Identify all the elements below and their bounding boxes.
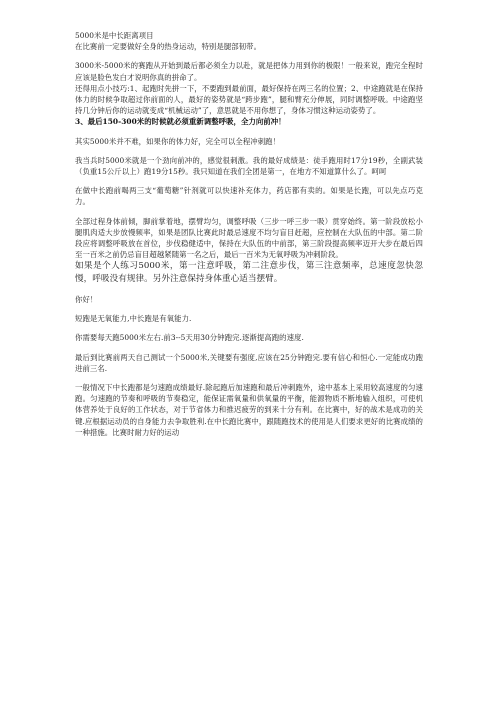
paragraph: 如果是个人练习5000米，第一注意呼吸，第二注意步伐，第三注意频率，总速度忽快忽慢，呼吸没有规律。另外注意保持身体重心适当摆臂。	[75, 261, 423, 285]
paragraph: 最后到比赛前两天自己测试一个5000米,关键要有强度,应该在25分钟跑完.要有信心和恒心.一定能成功跑进前三名.	[75, 352, 423, 373]
paragraph: 3、最后150-300米的时候就必须重新调整呼吸，全力向前冲！	[75, 117, 286, 127]
paragraph: 我当兵时5000米就是一个劲向前冲的，感觉很刺激。我的最好成绩是：徒手跑用时17分19秒，全副武装（负重15公斤以上）跑19分15秒。我只知道在我们全团是第一，在地方不知道算什么了。呵呵	[75, 155, 423, 177]
paragraph: 在比赛前一定要做好全身的热身运动，特别是腿部韧带。	[75, 42, 262, 52]
paragraph: 你需要每天跑5000米左右.前3--5天用30分钟跑完.逐渐提高跑的速度.	[75, 333, 304, 343]
paragraph: 3000米-5000米的赛跑从开始到最后都必须全力以赴，就是把体力用到你的极限！一般来说，跑完全程时应该是脸色发白才说明你真的拼命了。	[75, 61, 423, 82]
paragraph: 其实5000米并不难，如果你的体力好，完全可以全程冲刺跑！	[75, 136, 281, 146]
paragraph: 你好！	[75, 295, 98, 305]
heading-line: 5000米是中长距离项目	[75, 31, 154, 40]
paragraph: 一般情况下中长跑都是匀速跑成绩最好.除起跑后加速跑和最后冲刺跑外，途中基本上采用较高速度的匀速跑。匀速跑的节奏和呼吸的节奏稳定，能保证需氧量和供氧量的平衡，能源物质不断地输入组织，可使机体营养处于良好的工作状态，对于节省体力和推迟疲劳的到来十分有利。在比赛中，好的战术是成功的关键.应根据运动员的自身能力去争取胜利.在中长跑比赛中，跟随跑技术的使用是人们要求更好的比赛成绩的一种措施。比赛时耐力好的运动	[75, 383, 423, 437]
paragraph: 在做中长跑前喝两三支“葡萄糖”针剂就可以快速补充体力，药店都有卖的。如果是长跑，可以先点巧克力。	[75, 186, 423, 207]
paragraph: 短跑是无氧能力,中长跑是有氧能力.	[75, 314, 192, 324]
paragraph: 还得用点小技巧:1、起跑时先拼一下，不要跑到最前面，最好保持在两三名的位置；2、中途跑就是在保持体力的时候争取超过你前面的人，最好的姿势就是“跨步跑”，腿和臂充分伸展，同时调整呼吸。中途跑坚持几分钟后你的运动就变成“机械运动”了，意思就是不用你想了，身体习惯这种运动姿势了。	[75, 83, 423, 116]
paragraph: 全部过程身体前倾，脚前掌着地，摆臂均匀，调整呼吸（三步一呼三步一吸）贯穿始终。第一阶段放松小腿肌肉适大步放慢频率，如果是团队比赛此时最忌速度不均匀盲目赶超，应控制在大队伍的中部。第二阶段应将调整呼吸放在首位，步伐稳健适中，保持在大队伍的中前部，第三阶段提高频率迈开大步在最后四至一百米之前仍忌盲目超越紧随第一名之后，最后一百米为无氧呼吸为冲刺阶段。	[75, 216, 423, 260]
document-body	[75, 30, 423, 438]
